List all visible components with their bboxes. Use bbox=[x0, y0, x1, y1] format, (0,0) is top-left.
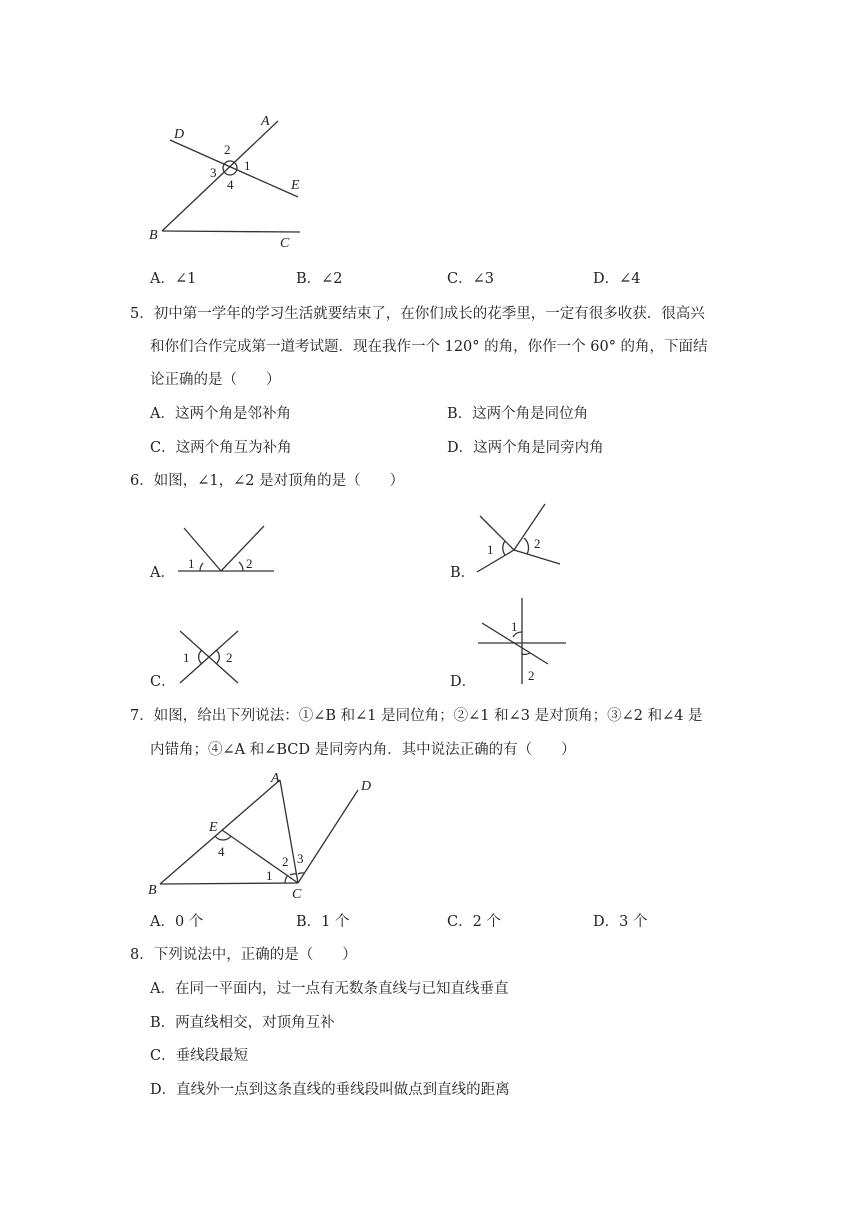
q6-figure-d bbox=[476, 596, 571, 688]
q4-option-c[interactable]: C．∠3 bbox=[447, 271, 494, 287]
q4-label-d: D bbox=[174, 127, 185, 142]
q5-stem-line1: 5．初中第一学年的学习生活就要结束了，在你们成长的花季里，一定有很多收获．很高兴 bbox=[130, 306, 705, 322]
q7-label-e: E bbox=[209, 820, 218, 835]
q6c-angle-1: 1 bbox=[183, 650, 190, 665]
q6-option-a[interactable]: A． bbox=[150, 565, 175, 581]
q5-option-b[interactable]: B．这两个角是同位角 bbox=[447, 406, 589, 422]
q7-label-d: D bbox=[361, 779, 372, 794]
q6b-angle-1: 1 bbox=[487, 542, 494, 557]
q6d-angle-1: 1 bbox=[511, 619, 518, 634]
q7-option-b[interactable]: B．1 个 bbox=[296, 914, 350, 930]
q7-option-c[interactable]: C．2 个 bbox=[447, 914, 501, 930]
q6-figure-b bbox=[472, 502, 572, 577]
q8-option-c[interactable]: C．垂线段最短 bbox=[150, 1048, 249, 1064]
q4-angle-2: 2 bbox=[224, 142, 231, 157]
q4-angle-4: 4 bbox=[227, 177, 234, 192]
q7-label-a: A bbox=[271, 771, 280, 786]
q7-option-d[interactable]: D．3 个 bbox=[593, 914, 648, 930]
q6-stem: 6．如图，∠1，∠2 是对顶角的是（ ） bbox=[130, 473, 405, 489]
q5-option-a[interactable]: A．这两个角是邻补角 bbox=[150, 406, 291, 422]
q6c-angle-2: 2 bbox=[226, 650, 233, 665]
q6a-angle-2: 2 bbox=[246, 556, 253, 571]
q7-figure bbox=[140, 768, 380, 900]
q7-label-b: B bbox=[148, 883, 157, 898]
q5-stem-line3: 论正确的是（ ） bbox=[150, 372, 281, 388]
q6-figure-c bbox=[170, 625, 250, 690]
q4-label-a: A bbox=[261, 114, 270, 129]
q4-angle-3: 3 bbox=[210, 165, 217, 180]
q4-label-e: E bbox=[291, 178, 300, 193]
q8-option-a[interactable]: A．在同一平面内，过一点有无数条直线与已知直线垂直 bbox=[150, 981, 509, 997]
q4-label-b: B bbox=[149, 228, 158, 243]
q8-option-d[interactable]: D．直线外一点到这条直线的垂线段叫做点到直线的距离 bbox=[150, 1082, 510, 1098]
q7-angle-2: 2 bbox=[282, 854, 289, 869]
q8-option-b[interactable]: B．两直线相交，对顶角互补 bbox=[150, 1015, 335, 1031]
q4-option-d[interactable]: D．∠4 bbox=[593, 271, 641, 287]
q7-stem-line2: 内错角；④∠A 和∠BCD 是同旁内角．其中说法正确的有（ ） bbox=[150, 742, 576, 758]
q7-option-a[interactable]: A．0 个 bbox=[150, 914, 204, 930]
q8-stem: 8．下列说法中，正确的是（ ） bbox=[130, 947, 357, 963]
q4-angle-1: 1 bbox=[244, 158, 251, 173]
q6b-angle-2: 2 bbox=[534, 536, 541, 551]
q7-angle-1: 1 bbox=[266, 868, 273, 883]
q4-option-b[interactable]: B．∠2 bbox=[296, 271, 343, 287]
q5-option-c[interactable]: C．这两个角互为补角 bbox=[150, 440, 292, 456]
q6-option-b[interactable]: B． bbox=[450, 565, 476, 581]
q5-option-d[interactable]: D．这两个角是同旁内角 bbox=[447, 440, 604, 456]
q4-label-c: C bbox=[280, 236, 290, 250]
q6-option-d[interactable]: D． bbox=[450, 674, 477, 690]
q5-stem-line2: 和你们合作完成第一道考试题．现在我作一个 120° 的角，你作一个 60° 的角，下面结 bbox=[150, 339, 708, 355]
q7-angle-4: 4 bbox=[218, 844, 225, 859]
q7-label-c: C bbox=[292, 887, 302, 900]
q4-option-a[interactable]: A．∠1 bbox=[150, 271, 197, 287]
q6-figure-a bbox=[170, 520, 280, 580]
q6d-angle-2: 2 bbox=[528, 668, 535, 683]
q7-angle-3: 3 bbox=[297, 851, 304, 866]
q7-stem-line1: 7．如图，给出下列说法：①∠B 和∠1 是同位角；②∠1 和∠3 是对顶角；③∠2 和∠4 是 bbox=[130, 708, 703, 724]
q4-figure bbox=[140, 105, 320, 250]
q6a-angle-1: 1 bbox=[188, 556, 195, 571]
q6-option-c[interactable]: C． bbox=[150, 674, 176, 690]
